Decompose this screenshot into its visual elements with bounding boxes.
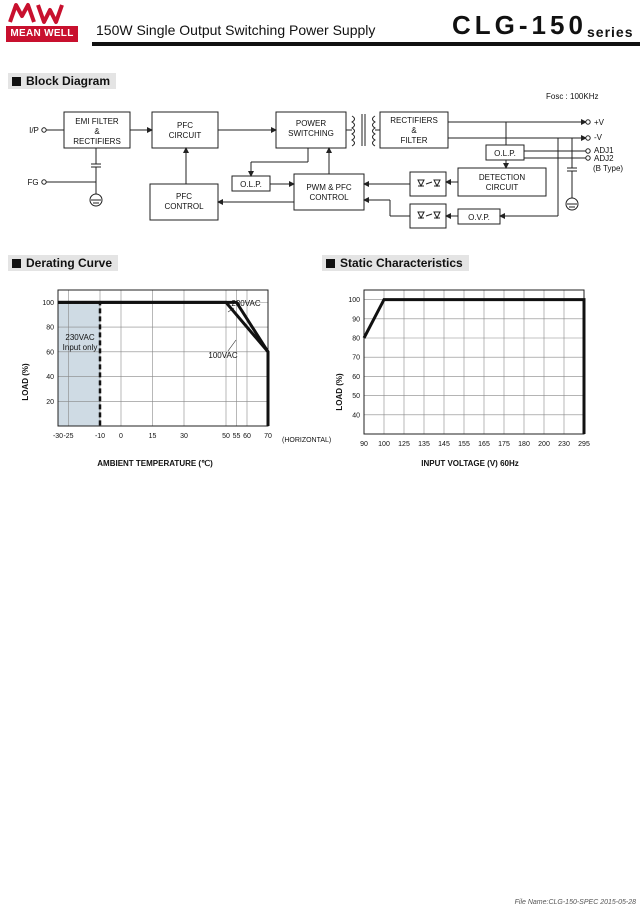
- static-x-tick: 180: [518, 441, 530, 448]
- derating-x-tick: 70: [264, 433, 272, 440]
- static-x-ticks: [360, 441, 590, 448]
- adj1-label: ADJ1: [594, 146, 614, 155]
- optocoupler-top: [410, 172, 446, 196]
- derating-y-tick: 100: [42, 299, 54, 307]
- derating-chart: [0, 270, 332, 480]
- label-230vac: 230VAC: [231, 299, 261, 308]
- btype-label: (B Type): [593, 164, 624, 173]
- pwm-label-1: PWM & PFC: [306, 183, 352, 192]
- model-number: CLG-150: [452, 10, 587, 40]
- adj2-label: ADJ2: [594, 154, 614, 163]
- static-x-tick: 295: [578, 441, 590, 448]
- diode-icon: [434, 180, 440, 186]
- static-x-tick: 155: [458, 441, 470, 448]
- emi-label-1: EMI FILTER: [75, 117, 119, 126]
- pfc-circuit-box: [152, 112, 218, 148]
- block-diagram: [0, 88, 640, 238]
- output-pos-label: +V: [594, 118, 605, 127]
- derating-x-tick: -25: [63, 433, 74, 440]
- series-label: series: [587, 24, 634, 40]
- square-bullet-icon-2: [12, 259, 21, 268]
- pwm-label-2: CONTROL: [309, 193, 349, 202]
- pfc-circuit-label-2: CIRCUIT: [168, 131, 202, 140]
- static-x-tick: 200: [538, 441, 550, 448]
- static-x-tick: 165: [478, 441, 490, 448]
- static-x-tick: 145: [438, 441, 450, 448]
- led-icon: [418, 180, 424, 186]
- static-x-tick: 230: [558, 441, 570, 448]
- static-y-tick: 100: [348, 297, 360, 305]
- derating-x-ticks: [53, 433, 272, 440]
- emi-label-2: &: [94, 127, 100, 136]
- emi-label-3: RECTIFIERS: [73, 137, 121, 146]
- derating-x-tick: 0: [119, 433, 123, 440]
- static-x-tick: 175: [498, 441, 510, 448]
- pfc-control-label-1: PFC: [176, 192, 192, 201]
- derating-x-tick: 55: [232, 433, 241, 440]
- diode-icon-2: [434, 212, 440, 218]
- static-y-label: LOAD (%): [335, 373, 344, 411]
- static-y-tick: 90: [352, 316, 360, 324]
- ip-label: I/P: [29, 126, 39, 135]
- static-y-tick: 70: [352, 354, 360, 362]
- mean-well-logo: [6, 2, 78, 46]
- derating-y-label: LOAD (%): [21, 363, 30, 401]
- static-y-tick: 50: [352, 393, 360, 401]
- rect-label-2: &: [411, 126, 417, 135]
- derating-x-tick: -10: [94, 433, 106, 440]
- derating-x-tick: 50: [222, 433, 230, 440]
- fosc-label: Fosc : 100KHz: [546, 92, 599, 101]
- static-x-tick: 90: [360, 441, 368, 448]
- static-plot-frame: [364, 290, 584, 434]
- logo-text: MEAN WELL: [6, 26, 78, 42]
- output-neg-label: -V: [594, 133, 602, 142]
- fg-label: FG: [27, 178, 39, 187]
- static-y-tick: 60: [352, 373, 360, 381]
- rect-label-1: RECTIFIERS: [390, 116, 438, 125]
- derating-y-tick: 20: [46, 398, 54, 406]
- derating-y-tick: 60: [46, 349, 54, 357]
- derating-y-tick: 80: [46, 324, 54, 332]
- static-series-line-0: [364, 300, 584, 434]
- led-icon-2: [418, 212, 424, 218]
- olp-top-label: O.L.P.: [494, 149, 516, 158]
- transformer-primary: [352, 116, 355, 146]
- derating-curve-title: Derating Curve: [8, 255, 118, 271]
- header-rule: [92, 42, 640, 46]
- rect-label-3: FILTER: [400, 136, 428, 145]
- power-sw-label-1: POWER: [295, 119, 327, 128]
- derating-y-tick: 40: [46, 374, 54, 382]
- derating-x-tick: 60: [243, 433, 251, 440]
- derating-x-label: AMBIENT TEMPERATURE (℃): [97, 459, 213, 468]
- static-x-tick: 125: [398, 441, 410, 448]
- static-chart: [320, 270, 640, 480]
- pwm-control-box: [294, 174, 364, 210]
- static-x-tick: 135: [418, 441, 430, 448]
- olp-left-label: O.L.P.: [240, 180, 262, 189]
- page-header: [0, 0, 640, 48]
- derating-x-tick: -30: [52, 433, 64, 440]
- static-characteristics-title: Static Characteristics: [322, 255, 469, 271]
- footer-file-name: File Name:CLG-150-SPEC 2015-05-28: [514, 899, 636, 906]
- pfc-circuit-label-1: PFC: [177, 121, 193, 130]
- derating-horizontal-note: (HORIZONTAL): [282, 437, 332, 444]
- logo-mark-icon: [6, 2, 78, 24]
- derating-x-tick: 15: [148, 433, 157, 440]
- square-bullet-icon-3: [326, 259, 335, 268]
- shade-label-1: 230VAC: [65, 333, 95, 342]
- static-y-ticks: [348, 297, 360, 419]
- static-x-tick: 100: [378, 441, 390, 448]
- derating-y-ticks: [42, 300, 54, 406]
- static-x-label: INPUT VOLTAGE (V) 60Hz: [421, 459, 519, 468]
- pfc-control-label-2: CONTROL: [164, 202, 204, 211]
- static-y-tick: 80: [352, 335, 360, 343]
- detection-label-2: CIRCUIT: [485, 183, 519, 192]
- transformer-secondary: [373, 116, 376, 146]
- product-subtitle: 150W Single Output Switching Power Supply: [96, 22, 376, 38]
- static-series: [364, 300, 584, 434]
- block-diagram-title: Block Diagram: [8, 73, 116, 89]
- shade-label-2: Input only: [62, 343, 98, 352]
- label-100vac: 100VAC: [208, 351, 238, 360]
- static-grid: [364, 290, 584, 434]
- derating-x-tick: 30: [180, 433, 188, 440]
- static-y-tick: 40: [352, 412, 360, 420]
- power-sw-label-2: SWITCHING: [288, 129, 334, 138]
- derating-shaded-region: [58, 302, 100, 426]
- square-bullet-icon: [12, 77, 21, 86]
- ovp-label: O.V.P.: [468, 213, 490, 222]
- detection-label-1: DETECTION: [478, 173, 526, 182]
- optocoupler-bottom: [410, 204, 446, 228]
